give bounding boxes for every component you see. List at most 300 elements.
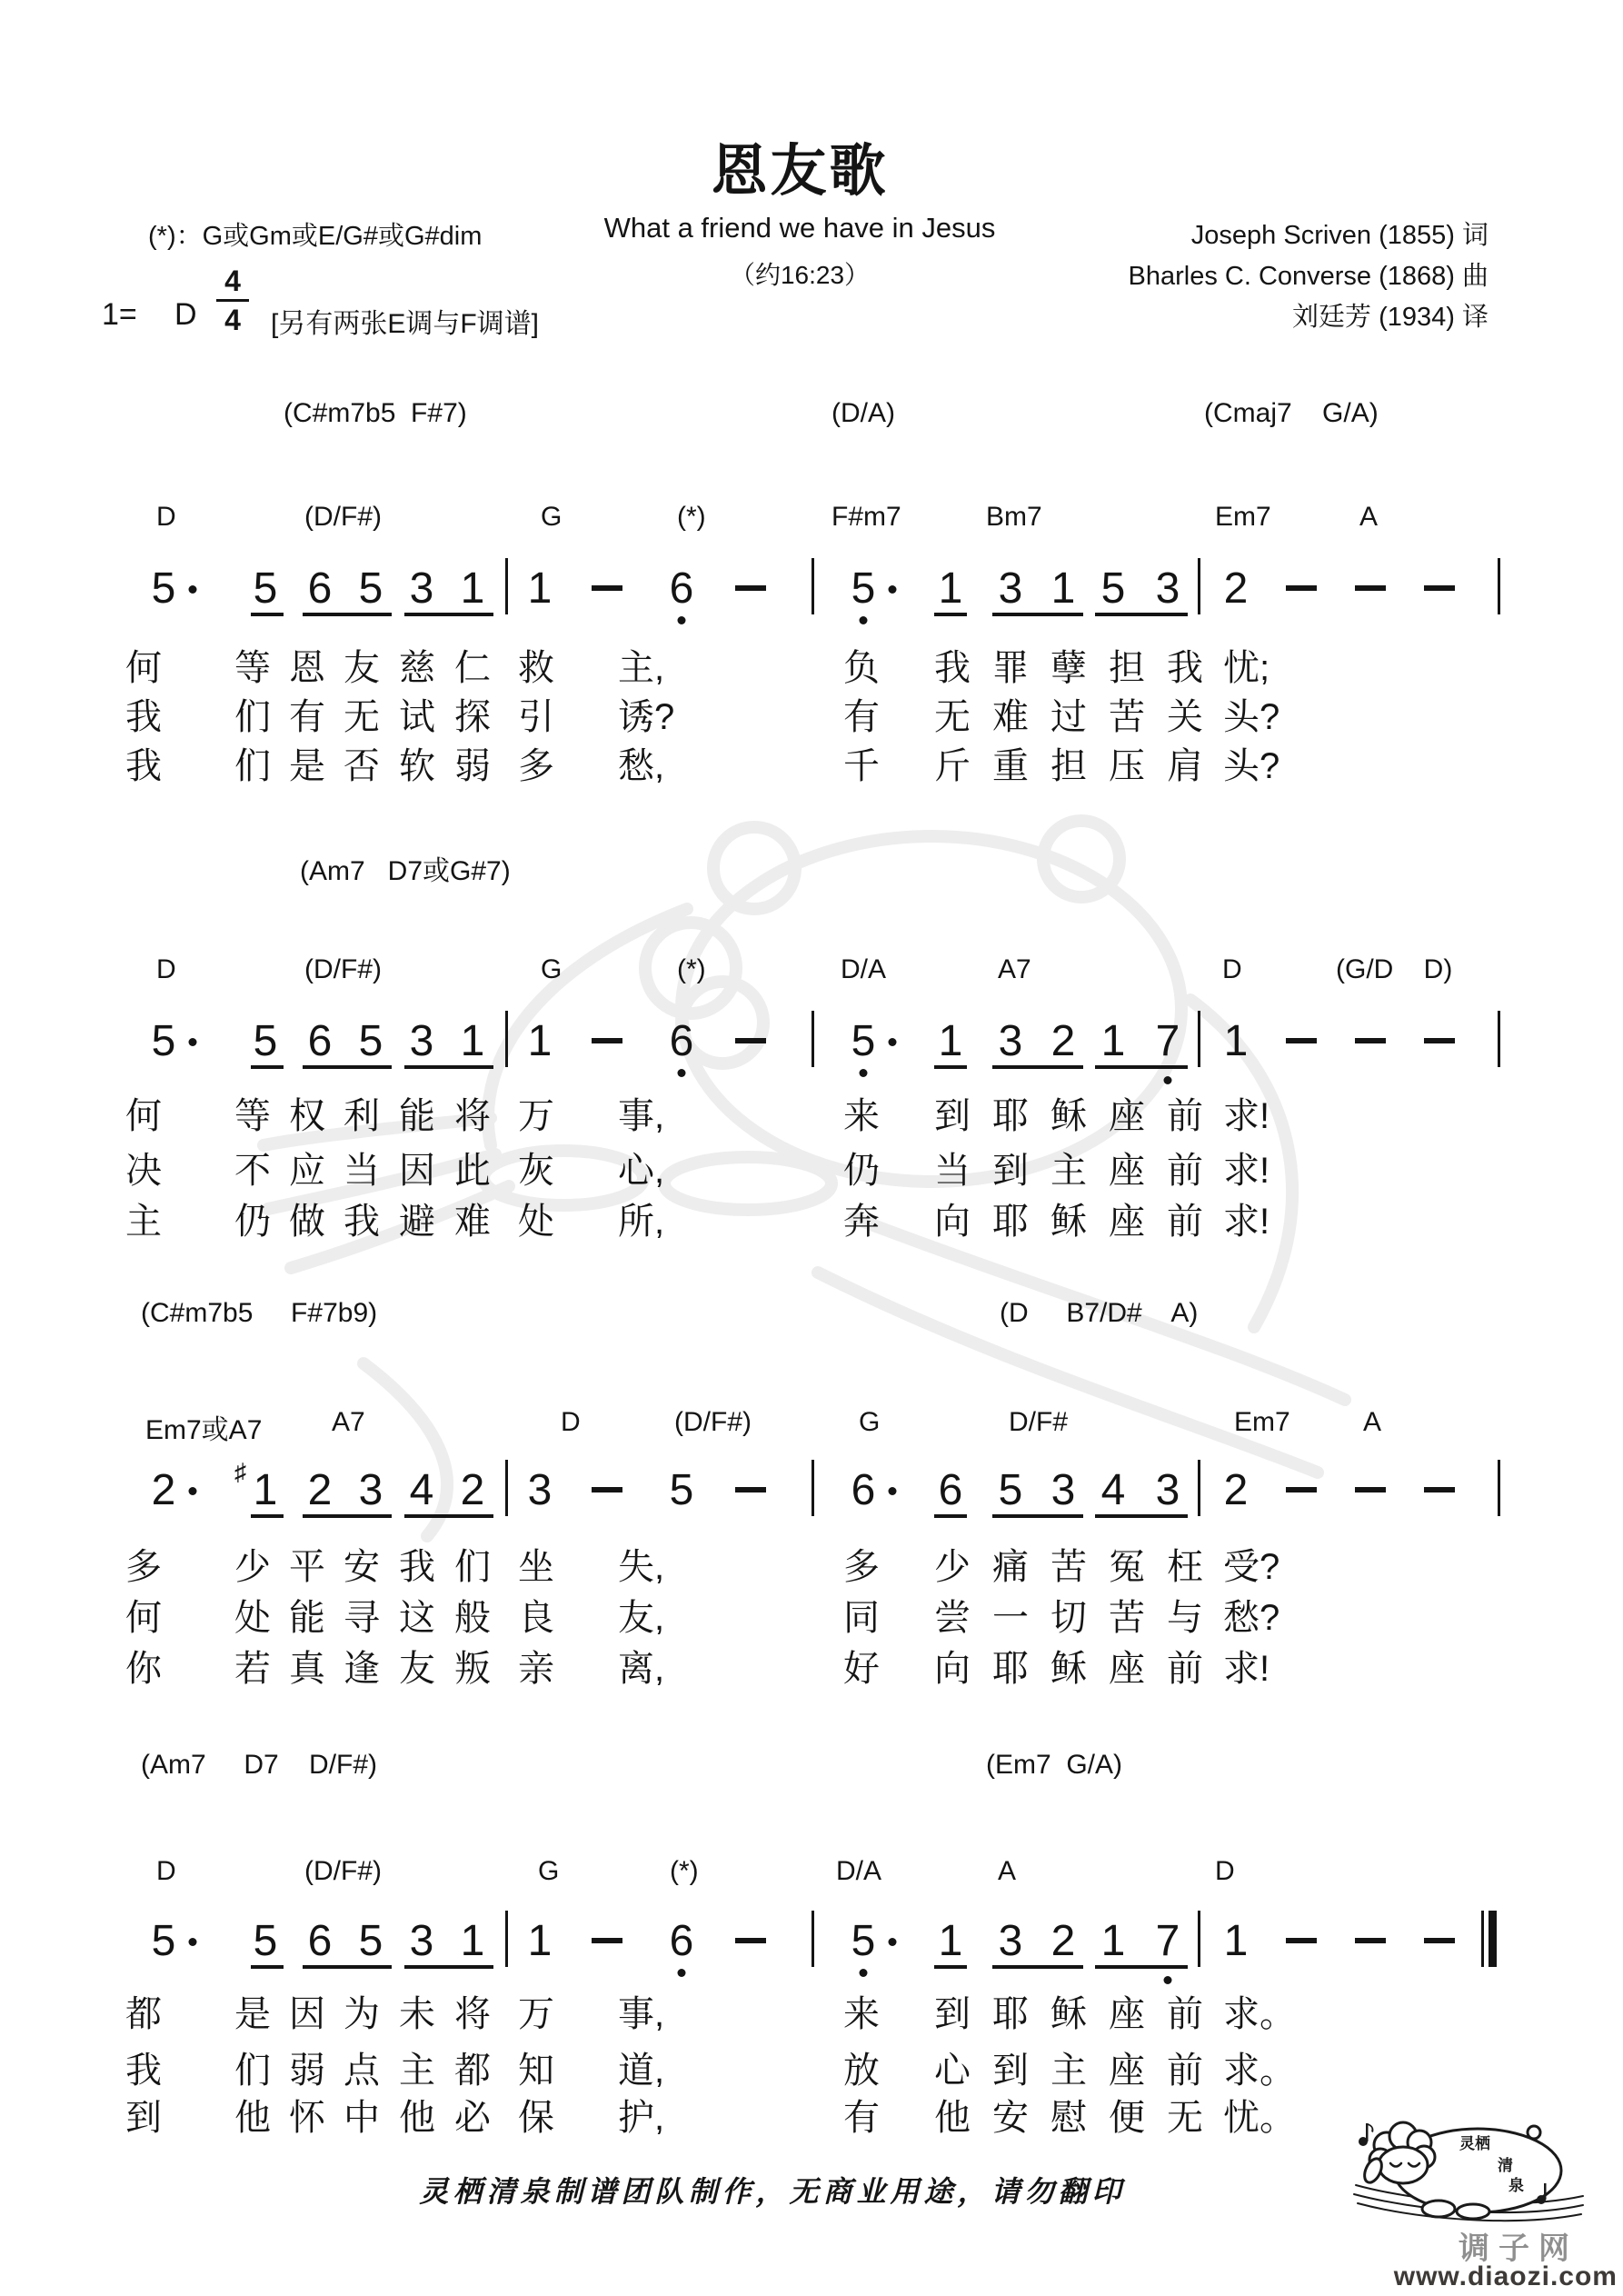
beam-line [303,613,392,616]
note-digit: 2 [460,1466,485,1514]
lyric-syllable: 这 [399,1598,435,1638]
lyric-syllable: 主 [1050,2051,1087,2091]
time-signature-denominator: 4 [224,304,241,336]
beam-line [1095,1965,1188,1969]
chord-label: D/A [841,954,887,984]
note-digit: 1 [460,1917,485,1965]
lyric-syllable: 中 [344,2098,380,2138]
duration-dot [189,1487,197,1495]
time-signature-bar [216,299,249,302]
note-dash [1424,585,1455,591]
lyric-syllable: 当 [934,1151,971,1191]
octave-dot [860,1069,868,1077]
lyric-syllable: 仍 [234,1202,271,1242]
lyric-syllable: 痛 [992,1547,1029,1587]
note-digit: 2 [1223,564,1249,613]
lyric-syllable: 知 [518,2051,554,2091]
note-digit: 7 [1155,1917,1180,1965]
lyric-syllable: 孽 [1050,648,1087,688]
lyric-syllable: 苦 [1109,697,1145,737]
lyric-syllable: 能 [289,1598,325,1638]
time-signature-numerator: 4 [224,265,241,297]
lyric-syllable: 一 [992,1598,1029,1638]
lyric-syllable: 担 [1109,648,1145,688]
credit-translator: 刘廷芳 (1934) 译 [1292,303,1489,332]
time-signature [213,265,253,335]
note-dash [592,1938,622,1943]
note-dash [1424,1938,1455,1943]
note-digit: 3 [527,1466,553,1514]
note-digit: 5 [358,1917,383,1965]
lyric-syllable: 耶 [992,1649,1029,1689]
duration-dot [189,1038,197,1046]
lyric-syllable: 座 [1109,2051,1145,2091]
lyric-syllable: 他 [234,2098,271,2138]
lyric-syllable: 重 [992,746,1029,786]
credits-block [1129,215,1489,338]
beam-line [992,1065,1083,1069]
note-digit: 1 [527,1017,553,1065]
lyric-syllable: 座 [1109,1994,1145,2034]
note-digit: 5 [253,564,278,613]
chord-label: Bm7 [986,502,1042,532]
lyric-syllable: 万 [518,1096,554,1136]
barline [1498,558,1500,614]
beam-line [404,1065,493,1069]
lyric-syllable: 弱 [454,746,491,786]
lyric-syllable: 求! [1223,1202,1270,1242]
lyric-syllable: 受? [1223,1547,1280,1587]
octave-dot [860,616,868,624]
beam-line [934,1065,967,1069]
lyric-syllable: 苦 [1109,1598,1145,1638]
note-digit: 3 [1050,1466,1076,1514]
duration-dot [189,1938,197,1946]
lyric-syllable: 座 [1109,1096,1145,1136]
lyric-syllable: 探 [454,697,491,737]
lyric-syllable: 你 [125,1649,162,1689]
duration-dot [889,585,897,594]
lyric-syllable: 事, [618,1994,665,2034]
note-digit: 5 [151,1917,176,1965]
lyric-syllable: 压 [1109,746,1145,786]
lyric-syllable: 友 [344,648,380,688]
lyric-syllable: 耶 [992,1202,1029,1242]
note-digit: 3 [409,1017,434,1065]
lyric-syllable: 座 [1109,1151,1145,1191]
beam-line [251,1065,284,1069]
lyric-syllable: 有 [289,697,325,737]
beam-line [1095,613,1188,616]
note-digit: 1 [938,1917,963,1965]
chord-label: G [859,1407,881,1437]
note-dash [1286,585,1317,591]
note-digit: 1 [1100,1017,1126,1065]
lyric-syllable: 试 [399,697,435,737]
lyric-syllable: 与 [1167,1598,1203,1638]
lyric-syllable: 主 [399,2051,435,2091]
chord-label: D [1215,1856,1235,1886]
lyric-syllable: 利 [344,1096,380,1136]
lyric-syllable: 安 [992,2098,1029,2138]
lyric-syllable: 友 [399,1649,435,1689]
lyric-syllable: 软 [399,746,435,786]
lyric-syllable: 求。 [1223,2051,1296,2091]
lyric-syllable: 来 [843,1096,880,1136]
beam-line [251,613,284,616]
lyric-syllable: 向 [934,1649,971,1689]
lyric-syllable: 保 [518,2098,554,2138]
note-dash [1286,1038,1317,1043]
lyric-syllable: 坐 [518,1547,554,1587]
lyric-syllable: 是 [289,746,325,786]
lyric-syllable: 仁 [454,648,491,688]
lyric-syllable: 到 [934,1096,971,1136]
note-digit: 5 [253,1917,278,1965]
note-digit: 1 [460,564,485,613]
lyric-syllable: 事, [618,1096,665,1136]
production-note: 灵栖清泉制谱团队制作，无商业用途，请勿翻印 [419,2174,1126,2209]
beam-line [1095,1065,1188,1069]
lyric-syllable: 否 [344,746,380,786]
note-digit: 1 [460,1017,485,1065]
lyric-syllable: 寻 [344,1598,380,1638]
lyric-syllable: 无 [1167,2098,1203,2138]
lyric-syllable: 耶 [992,1096,1029,1136]
lyric-syllable: 慰 [1050,2098,1087,2138]
lyric-syllable: 主 [1050,1151,1087,1191]
chord-label: (D/F#) [674,1407,752,1437]
barline [1498,1460,1500,1516]
note-dash [735,1038,766,1043]
lyric-syllable: 多 [125,1547,162,1587]
octave-dot [1164,1076,1172,1084]
duration-dot [189,585,197,594]
barline [505,1460,508,1516]
note-digit: 4 [1100,1466,1126,1514]
lyric-syllable: 权 [289,1096,325,1136]
note-dash [735,1487,766,1492]
lyric-syllable: 我 [344,1202,380,1242]
lyric-syllable: 避 [399,1202,435,1242]
lyric-syllable: 求! [1223,1649,1270,1689]
chord-label: (*) [677,954,706,984]
lyric-syllable: 必 [454,2098,491,2138]
lyric-syllable: 处 [518,1202,554,1242]
lyric-syllable: 少 [934,1547,971,1587]
chord-label: D [156,954,176,984]
note-digit: 5 [669,1466,694,1514]
lyric-syllable: 我 [125,697,162,737]
note-dash [592,1487,622,1492]
lyric-syllable: 到 [934,1994,971,2034]
beam-line [303,1514,392,1518]
site-name: 调子网 [1459,2231,1578,2266]
parenthetical-chord-label: (D/A) [831,398,895,428]
lyric-syllable: 求! [1223,1151,1270,1191]
barline [812,1911,814,1967]
lyric-syllable: 亲 [518,1649,554,1689]
note-dash [1286,1938,1317,1943]
lyric-syllable: 般 [454,1598,491,1638]
lyric-syllable: 座 [1109,1649,1145,1689]
note-digit: 3 [998,1917,1023,1965]
duration-dot [889,1038,897,1046]
beam-line [303,1065,392,1069]
lyric-syllable: 因 [399,1151,435,1191]
lyric-syllable: 稣 [1050,1096,1087,1136]
parenthetical-chord-label: (C#m7b5 F#7b9) [141,1298,378,1328]
lyric-syllable: 此 [454,1151,491,1191]
note-digit: 3 [1155,1466,1180,1514]
lyric-syllable: 关 [1167,697,1203,737]
lyric-syllable: 主, [618,648,665,688]
lyric-syllable: 愁? [1223,1598,1280,1638]
alternate-chord-note: (*)：G或Gm或E/G#或G#dim [148,222,483,251]
lyric-syllable: 为 [344,1994,380,2034]
lyric-syllable: 安 [344,1547,380,1587]
lyric-syllable: 友, [618,1598,665,1638]
lyric-syllable: 他 [934,2098,971,2138]
duration-dot [889,1487,897,1495]
lyric-syllable: 当 [344,1151,380,1191]
lyric-syllable: 失, [618,1547,665,1587]
lyric-syllable: 前 [1167,1649,1203,1689]
lyric-syllable: 因 [289,1994,325,2034]
lyric-syllable: 护, [618,2098,665,2138]
note-dash [1355,1938,1386,1943]
lyric-syllable: 我 [125,2051,162,2091]
note-digit: 2 [1223,1466,1249,1514]
octave-dot [678,1069,686,1077]
note-digit: 5 [253,1017,278,1065]
lyric-syllable: 平 [289,1547,325,1587]
lyric-syllable: 来 [843,1994,880,2034]
beam-line [404,1514,493,1518]
lyric-syllable: 等 [234,648,271,688]
lyric-syllable: 都 [125,1994,162,2034]
site-url: www.diaozi.com [1393,2261,1618,2291]
lyric-syllable: 决 [125,1151,162,1191]
note-digit: 6 [307,1017,333,1065]
lyric-syllable: 斤 [934,746,971,786]
key-letter: D [174,297,197,332]
lyric-syllable: 真 [289,1649,325,1689]
lyric-syllable: 等 [234,1096,271,1136]
barline [812,558,814,614]
lyric-syllable: 未 [399,1994,435,2034]
note-digit: 1 [938,564,963,613]
lyric-syllable: 同 [843,1598,880,1638]
beam-line [934,613,967,616]
chord-label: D [156,1856,176,1886]
lyric-syllable: 何 [125,1096,162,1136]
note-digit: 5 [151,564,176,613]
note-digit: 3 [1155,564,1180,613]
lyric-syllable: 引 [518,697,554,737]
chord-label: (*) [677,502,706,532]
beam-line [992,613,1083,616]
lyric-syllable: 到 [992,2051,1029,2091]
parenthetical-chord-label: (C#m7b5 F#7) [284,398,467,428]
note-digit: 3 [998,1017,1023,1065]
note-dash [1286,1487,1317,1492]
lyric-syllable: 座 [1109,1202,1145,1242]
scripture-reference: （约16:23） [729,261,871,289]
note-digit: 6 [307,564,333,613]
lyric-syllable: 良 [518,1598,554,1638]
parenthetical-chord-label: (Am7 D7或G#7) [300,856,511,886]
chord-label: A7 [998,954,1031,984]
lyric-syllable: 无 [934,697,971,737]
lyric-syllable: 向 [934,1202,971,1242]
barline [1198,558,1200,614]
logo-text-mid: 清 [1498,2157,1513,2174]
lyric-syllable: 将 [454,1994,491,2034]
lyric-syllable: 诱? [618,697,675,737]
parenthetical-chord-label: (Cmaj7 G/A) [1204,398,1379,428]
note-digit: 1 [1100,1917,1126,1965]
lyric-syllable: 恩 [289,648,325,688]
chord-label: Em7或A7 [145,1415,263,1445]
lyric-syllable: 耶 [992,1994,1029,2034]
lyric-syllable: 前 [1167,1202,1203,1242]
note-digit: 6 [307,1917,333,1965]
final-barline-thin [1481,1911,1484,1967]
lyric-syllable: 罪 [992,648,1029,688]
lyric-syllable: 负 [843,648,880,688]
parenthetical-chord-label: (D B7/D# A) [1000,1298,1199,1328]
lyric-syllable: 万 [518,1994,554,2034]
lyric-syllable: 稣 [1050,1649,1087,1689]
lyric-syllable: 将 [454,1096,491,1136]
note-dash [1355,1038,1386,1043]
beam-line [1095,1514,1188,1518]
lyric-syllable: 们 [234,746,271,786]
lyric-syllable: 多 [843,1547,880,1587]
note-digit: 5 [851,564,876,613]
note-digit: 1 [527,1917,553,1965]
lyric-syllable: 肩 [1167,746,1203,786]
lyric-syllable: 担 [1050,746,1087,786]
beam-line [992,1514,1083,1518]
lyric-syllable: 切 [1050,1598,1087,1638]
barline [505,1911,508,1967]
note-dash [1355,585,1386,591]
lyric-syllable: 难 [992,697,1029,737]
final-barline-thick [1489,1911,1497,1967]
lyric-syllable: 弱 [289,2051,325,2091]
lyric-syllable: 枉 [1167,1547,1203,1587]
note-digit: 3 [409,1917,434,1965]
lyric-syllable: 都 [454,2051,491,2091]
chord-label: D/A [836,1856,882,1886]
octave-dot [678,616,686,624]
lyric-syllable: 我 [399,1547,435,1587]
beam-line [404,613,493,616]
note-dash [592,1038,622,1043]
chord-label: D [1222,954,1242,984]
note-dash [592,585,622,591]
lyric-syllable: 求! [1223,1096,1270,1136]
lyric-syllable: 冤 [1109,1547,1145,1587]
lyric-syllable: 何 [125,1598,162,1638]
edition-note: [另有两张E调与F调谱] [271,309,540,339]
note-digit: 3 [358,1466,383,1514]
beam-line [404,1965,493,1969]
chord-label: A [1363,1407,1382,1437]
note-digit: 3 [998,564,1023,613]
note-dash [735,585,766,591]
lyric-syllable: 不 [234,1151,271,1191]
lyric-syllable: 主 [125,1202,162,1242]
chord-label: G [541,954,563,984]
key-prefix: 1= [102,297,137,332]
lyric-syllable: 慈 [399,648,435,688]
parenthetical-chord-label: (Em7 G/A) [986,1750,1123,1780]
lyric-syllable: 难 [454,1202,491,1242]
note-dash [1424,1038,1455,1043]
chord-label: (D/F#) [304,502,382,532]
lyric-syllable: 心, [618,1151,665,1191]
octave-dot [678,1969,686,1977]
lyric-syllable: 到 [992,1151,1029,1191]
chord-label: (*) [670,1856,699,1886]
sheep-logo [1352,2118,1587,2227]
chord-label: (D/F#) [304,954,382,984]
lyric-syllable: 放 [843,2051,880,2091]
lyric-syllable: 有 [843,2098,880,2138]
chord-label: D [561,1407,581,1437]
beam-line [251,1514,284,1518]
lyric-syllable: 道, [618,2051,665,2091]
note-digit: 3 [409,564,434,613]
chord-label: G [538,1856,560,1886]
note-dash [735,1938,766,1943]
lyric-syllable: 怀 [289,2098,325,2138]
lyric-syllable: 是 [234,1994,271,2034]
note-digit: 5 [851,1917,876,1965]
lyric-syllable: 苦 [1050,1547,1087,1587]
note-digit: 6 [669,564,694,613]
credit-composer: Bharles C. Converse (1868) 曲 [1128,262,1489,291]
chord-label: A [1359,502,1379,532]
lyric-syllable: 叛 [454,1649,491,1689]
lyric-syllable: 稣 [1050,1994,1087,2034]
beam-line [992,1965,1083,1969]
note-digit: 5 [358,564,383,613]
lyric-syllable: 到 [125,2098,162,2138]
lyric-syllable: 我 [125,746,162,786]
chord-label: D/F# [1009,1407,1069,1437]
lyric-syllable: 有 [843,697,880,737]
note-digit: 5 [358,1017,383,1065]
lyric-syllable: 们 [234,2051,271,2091]
lyric-syllable: 前 [1167,1151,1203,1191]
barline [505,558,508,614]
lyric-syllable: 头? [1223,697,1280,737]
barline [812,1460,814,1516]
lyric-syllable: 们 [234,697,271,737]
lyric-syllable: 应 [289,1151,325,1191]
beam-line [934,1514,967,1518]
lyric-syllable: 无 [344,697,380,737]
note-digit: 2 [307,1466,333,1514]
lyric-syllable: 若 [234,1649,271,1689]
note-digit: 2 [1050,1017,1076,1065]
note-digit: 5 [1100,564,1126,613]
note-digit: 1 [527,564,553,613]
